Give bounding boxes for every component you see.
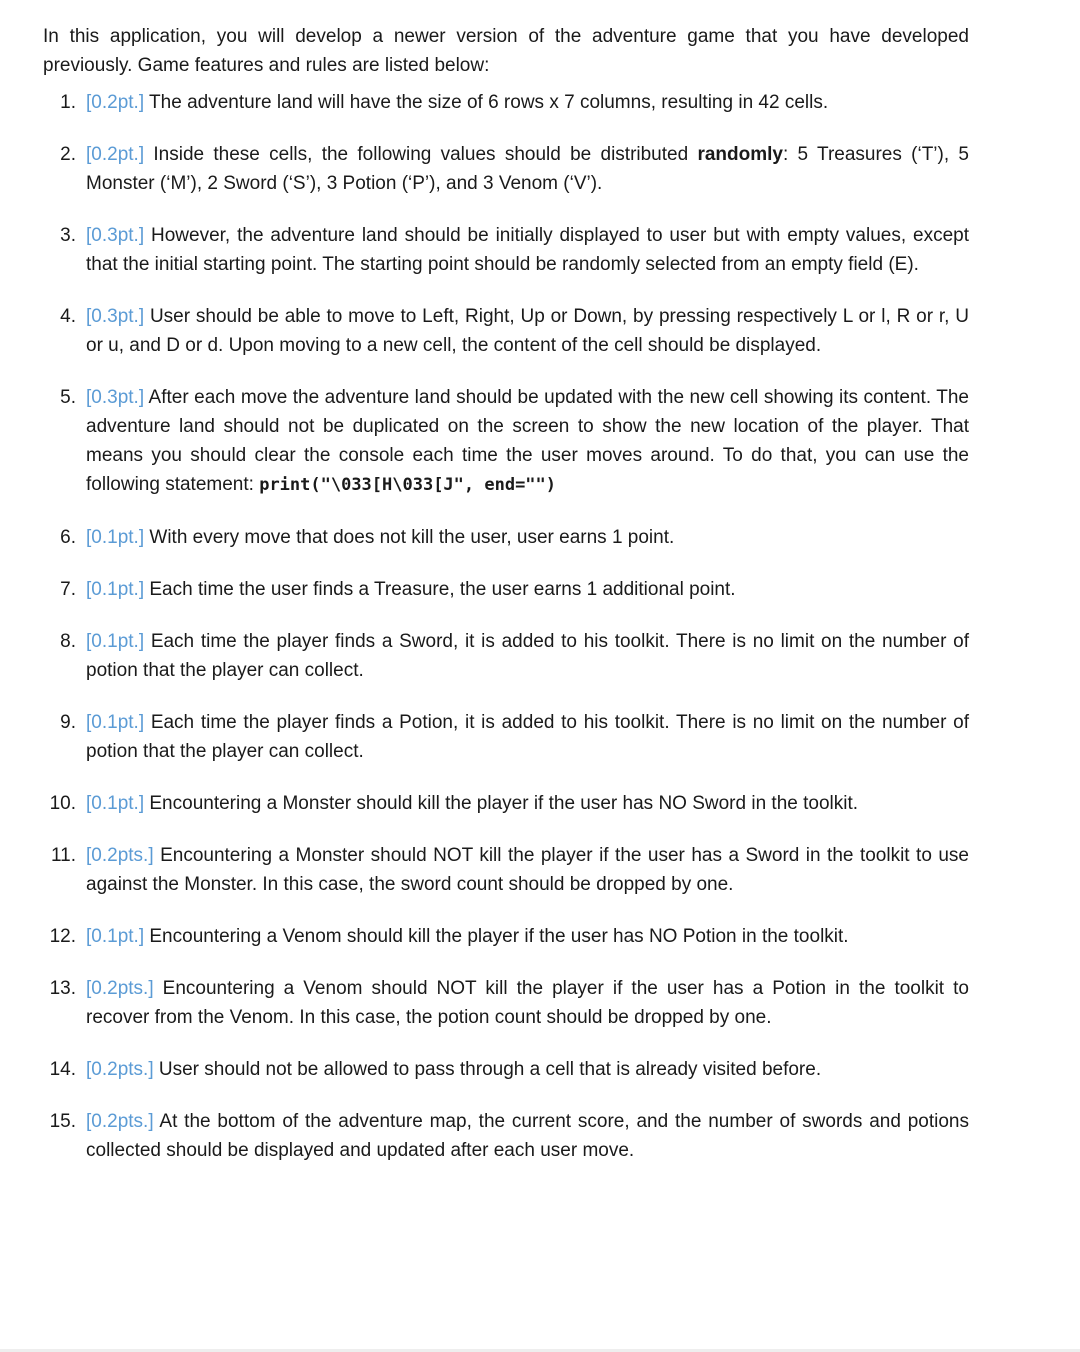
rule-points: [0.3pt.] (86, 225, 145, 246)
rule-number: 3. (60, 225, 76, 246)
rule-text: User should be able to move to Left, Right, Up or Down, by pressing respectively L or l, R or r, U or u, and D or d. Upon moving to a new cell, the content of the cell should be displayed. (86, 306, 969, 356)
rule-number: 11. (50, 845, 76, 866)
rule-number: 13. (49, 978, 76, 999)
code-snippet: print("\033[H\033[J", end="") (259, 475, 557, 495)
rule-text: The adventure land will have the size of 6 rows x 7 columns, resulting in 42 cells. (144, 92, 829, 113)
rule-points: [0.1pt.] (86, 793, 145, 814)
rule-number: 5. (60, 387, 76, 408)
rule-emphasis: randomly (697, 144, 783, 165)
rule-points: [0.2pt.] (86, 92, 145, 113)
rule-item (43, 88, 969, 117)
rule-number: 10. (49, 793, 76, 814)
rule-text: At the bottom of the adventure map, the current score, and the number of swords and potions collected should be displayed and updated after each user move. (86, 1111, 969, 1161)
rule-text: With every move that does not kill the user, user earns 1 point. (144, 527, 675, 548)
rule-number: 2. (60, 144, 76, 165)
rule-text: Each time the user finds a Treasure, the user earns 1 additional point. (144, 579, 736, 600)
rule-points: [0.2pts.] (86, 1111, 154, 1132)
rule-points: [0.2pt.] (86, 144, 145, 165)
rule-number: 9. (60, 712, 76, 733)
rule-number: 4. (60, 306, 76, 327)
rule-item (43, 708, 969, 766)
rule-points: [0.2pts.] (86, 1059, 154, 1080)
rule-number: 12. (49, 926, 76, 947)
rule-text: Encountering a Monster should NOT kill the player if the user has a Sword in the toolkit to use against the Monster. In this case, the sword count should be dropped by one. (86, 845, 969, 895)
rule-number: 14. (49, 1059, 76, 1080)
rule-item (43, 140, 969, 198)
rule-text: Each time the player finds a Potion, it is added to his toolkit. There is no limit on the number of potion that the player can collect. (86, 712, 969, 762)
rule-points: [0.1pt.] (86, 579, 145, 600)
rule-points: [0.1pt.] (86, 631, 145, 652)
rule-item (43, 1107, 969, 1165)
rule-item (43, 221, 969, 279)
rule-text: Encountering a Monster should kill the player if the user has NO Sword in the toolkit. (144, 793, 859, 814)
rule-text: After each move the adventure land should be updated with the new cell showing its content. The adventure land should not be duplicated on the screen to show the new location of the player. That means you should clear the console each time the user moves around. To do that, you can use the following statement: (86, 387, 969, 495)
rule-item (43, 627, 969, 685)
rule-text: Encountering a Venom should NOT kill the player if the user has a Potion in the toolkit to recover from the Venom. In this case, the potion count should be dropped by one. (86, 978, 969, 1028)
rule-points: [0.1pt.] (86, 926, 145, 947)
rule-text: Each time the player finds a Sword, it is added to his toolkit. There is no limit on the number of potion that the player can collect. (86, 631, 969, 681)
rule-number: 8. (60, 631, 76, 652)
rule-number: 6. (60, 527, 76, 548)
rule-item (43, 1055, 969, 1084)
rule-item (43, 383, 969, 500)
rule-text: User should not be allowed to pass through a cell that is already visited before. (153, 1059, 822, 1080)
intro-paragraph: In this application, you will develop a newer version of the adventure game that you have developed previously. Game features and rules are listed below: (43, 26, 969, 76)
rule-text: Encountering a Venom should kill the player if the user has NO Potion in the toolkit. (144, 926, 849, 947)
rule-item (43, 575, 969, 604)
rule-item (43, 302, 969, 360)
rule-points: [0.1pt.] (86, 527, 145, 548)
rule-number: 7. (60, 579, 76, 600)
rule-number: 1. (60, 92, 76, 113)
rule-points: [0.2pts.] (86, 845, 154, 866)
rule-points: [0.3pt.] (86, 306, 145, 327)
rules-list (43, 88, 969, 1165)
rule-text-continued: : 5 Treasures (‘T’), 5 Monster (‘M’), 2 Sword (‘S’), 3 Potion (‘P’), and 3 Venom (‘V’). (86, 144, 969, 194)
document-page (43, 22, 969, 1188)
rule-points: [0.2pts.] (86, 978, 154, 999)
rule-item (43, 841, 969, 899)
rule-item (43, 922, 969, 951)
rule-item (43, 789, 969, 818)
rule-number: 15. (49, 1111, 76, 1132)
rule-item (43, 523, 969, 552)
rule-points: [0.1pt.] (86, 712, 145, 733)
rule-item (43, 974, 969, 1032)
rule-text: However, the adventure land should be initially displayed to user but with empty values, except that the initial starting point. The starting point should be randomly selected from an empty field (E). (86, 225, 969, 275)
rule-text: Inside these cells, the following values should be distributed (144, 144, 698, 165)
rule-points: [0.3pt.] (86, 387, 145, 408)
